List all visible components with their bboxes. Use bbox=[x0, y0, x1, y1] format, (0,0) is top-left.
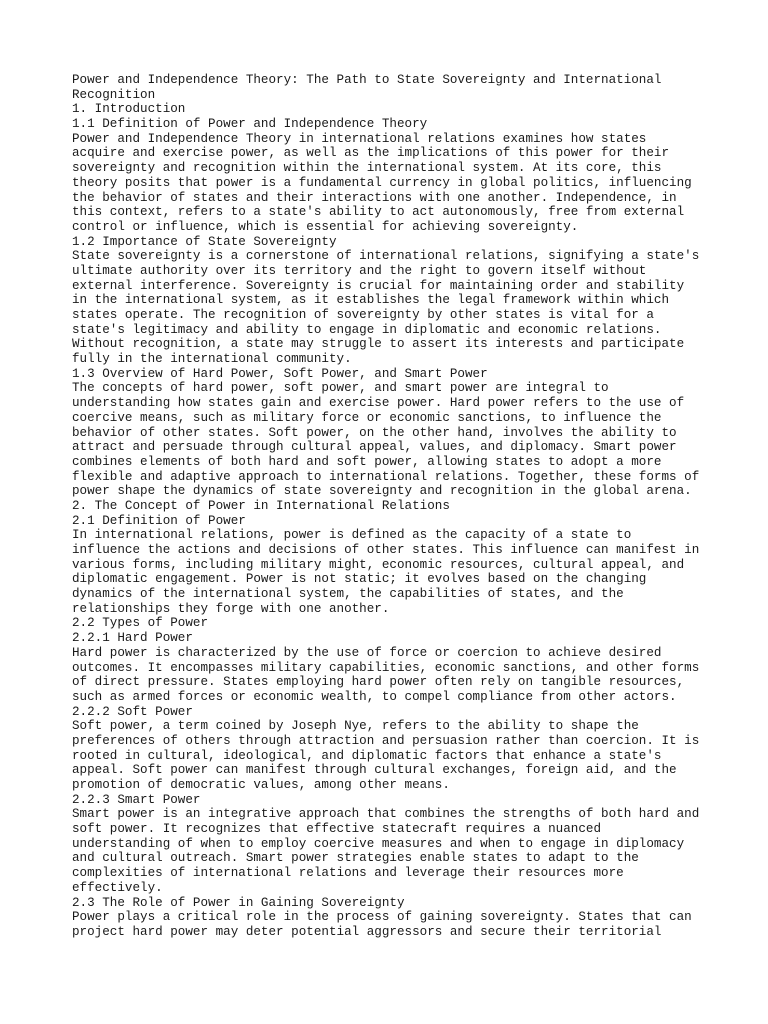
text-line: behavior of other states. Soft power, on the other hand, involves the ability to bbox=[72, 425, 677, 440]
text-line: rooted in cultural, ideological, and diplomatic factors that enhance a state's bbox=[72, 748, 662, 763]
text-line: Power and Independence Theory in international relations examines how states bbox=[72, 131, 647, 146]
document-body bbox=[72, 73, 712, 940]
text-line: 1.2 Importance of State Sovereignty bbox=[72, 234, 337, 249]
text-line: theory posits that power is a fundamental currency in global politics, influencing bbox=[72, 175, 692, 190]
text-line: 2.2 Types of Power bbox=[72, 616, 209, 631]
text-line: and cultural outreach. Smart power strategies enable states to adapt to the bbox=[72, 851, 639, 866]
text-line: diplomatic engagement. Power is not static; it evolves based on the changing bbox=[72, 572, 647, 587]
text-line: effectively. bbox=[72, 880, 163, 895]
text-line: dynamics of the international system, the capabilities of states, and the bbox=[72, 587, 624, 602]
text-line: outcomes. It encompasses military capabilities, economic sanctions, and other forms bbox=[72, 660, 700, 675]
text-line: 2. The Concept of Power in International Relations bbox=[72, 498, 450, 513]
text-line: states operate. The recognition of sovereignty by other states is vital for a bbox=[72, 308, 654, 322]
text-line: 2.2.3 Smart Power bbox=[72, 792, 201, 807]
text-line: 1.1 Definition of Power and Independence Theory bbox=[72, 117, 428, 132]
text-line: ultimate authority over its territory and the right to govern itself without bbox=[72, 263, 647, 278]
text-line: power shape the dynamics of state sovereignty and recognition in the global arena. bbox=[72, 484, 692, 499]
text-line: attract and persuade through cultural appeal, values, and diplomacy. Smart power bbox=[72, 440, 677, 455]
text-line: Hard power is characterized by the use of force or coercion to achieve desired bbox=[72, 645, 662, 660]
text-line: external interference. Sovereignty is crucial for maintaining order and stability bbox=[72, 278, 685, 293]
text-line: Smart power is an integrative approach that combines the strengths of both hard and bbox=[72, 807, 700, 822]
text-line: appeal. Soft power can manifest through cultural exchanges, foreign aid, and the bbox=[72, 763, 677, 778]
text-line: various forms, including military might, economic resources, cultural appeal, and bbox=[72, 557, 685, 572]
text-line: this context, refers to a state's ability to act autonomously, free from external bbox=[72, 205, 685, 220]
text-line: understanding of when to employ coercive measures and when to engage in diplomacy bbox=[72, 836, 685, 851]
text-line: Power plays a critical role in the process of gaining sovereignty. States that can bbox=[72, 910, 692, 925]
text-line: sovereignty and recognition within the international system. At its core, this bbox=[72, 161, 662, 176]
text-line: 1.3 Overview of Hard Power, Soft Power, and Smart Power bbox=[72, 366, 488, 381]
text-line: promotion of democratic values, among other means. bbox=[72, 778, 450, 792]
text-line: Without recognition, a state may struggle to assert its interests and participate bbox=[72, 337, 685, 352]
text-line: State sovereignty is a cornerstone of international relations, signifying a state's bbox=[72, 249, 700, 264]
text-line: fully in the international community. bbox=[72, 352, 352, 367]
text-line: The concepts of hard power, soft power, and smart power are integral to bbox=[72, 381, 609, 396]
text-line: Soft power, a term coined by Joseph Nye, refers to the ability to shape the bbox=[72, 719, 639, 734]
text-line: 2.2.1 Hard Power bbox=[72, 631, 193, 646]
text-line: 2.1 Definition of Power bbox=[72, 513, 246, 528]
text-line: flexible and adaptive approach to international relations. Together, these forms of bbox=[72, 469, 700, 484]
text-line: In international relations, power is defined as the capacity of a state to bbox=[72, 528, 632, 543]
text-line: control or influence, which is essential for achieving sovereignty. bbox=[72, 219, 579, 234]
text-line: coercive means, such as military force or economic sanctions, to influence the bbox=[72, 410, 662, 425]
text-line: combines elements of both hard and soft power, allowing states to adopt a more bbox=[72, 454, 662, 469]
text-line: Recognition bbox=[72, 87, 156, 102]
text-line: influence the actions and decisions of other states. This influence can manifest in bbox=[72, 543, 700, 557]
text-line: relationships they forge with one another. bbox=[72, 601, 390, 616]
text-line: 1. Introduction bbox=[72, 102, 186, 117]
text-line: complexities of international relations and leverage their resources more bbox=[72, 866, 624, 881]
text-line: of direct pressure. States employing hard power often rely on tangible resources, bbox=[72, 675, 685, 690]
text-line: 2.2.2 Soft Power bbox=[72, 704, 193, 719]
text-line: soft power. It recognizes that effective statecraft requires a nuanced bbox=[72, 822, 602, 837]
text-line: state's legitimacy and ability to engage in diplomatic and economic relations. bbox=[72, 322, 662, 337]
text-line: the behavior of states and their interactions with one another. Independence, in bbox=[72, 190, 677, 205]
text-line: project hard power may deter potential aggressors and secure their territorial bbox=[72, 924, 662, 939]
text-line: 2.3 The Role of Power in Gaining Sovereignty bbox=[72, 895, 405, 910]
text-line: acquire and exercise power, as well as the implications of this power for their bbox=[72, 146, 670, 161]
text-line: Power and Independence Theory: The Path to State Sovereignty and International bbox=[72, 73, 662, 87]
text-line: preferences of others through attraction and persuasion rather than coercion. It is bbox=[72, 733, 700, 748]
text-line: such as armed forces or economic wealth, to compel compliance from other actors. bbox=[72, 689, 677, 704]
text-line: understanding how states gain and exercise power. Hard power refers to the use of bbox=[72, 396, 685, 411]
text-line: in the international system, as it establishes the legal framework within which bbox=[72, 293, 670, 308]
